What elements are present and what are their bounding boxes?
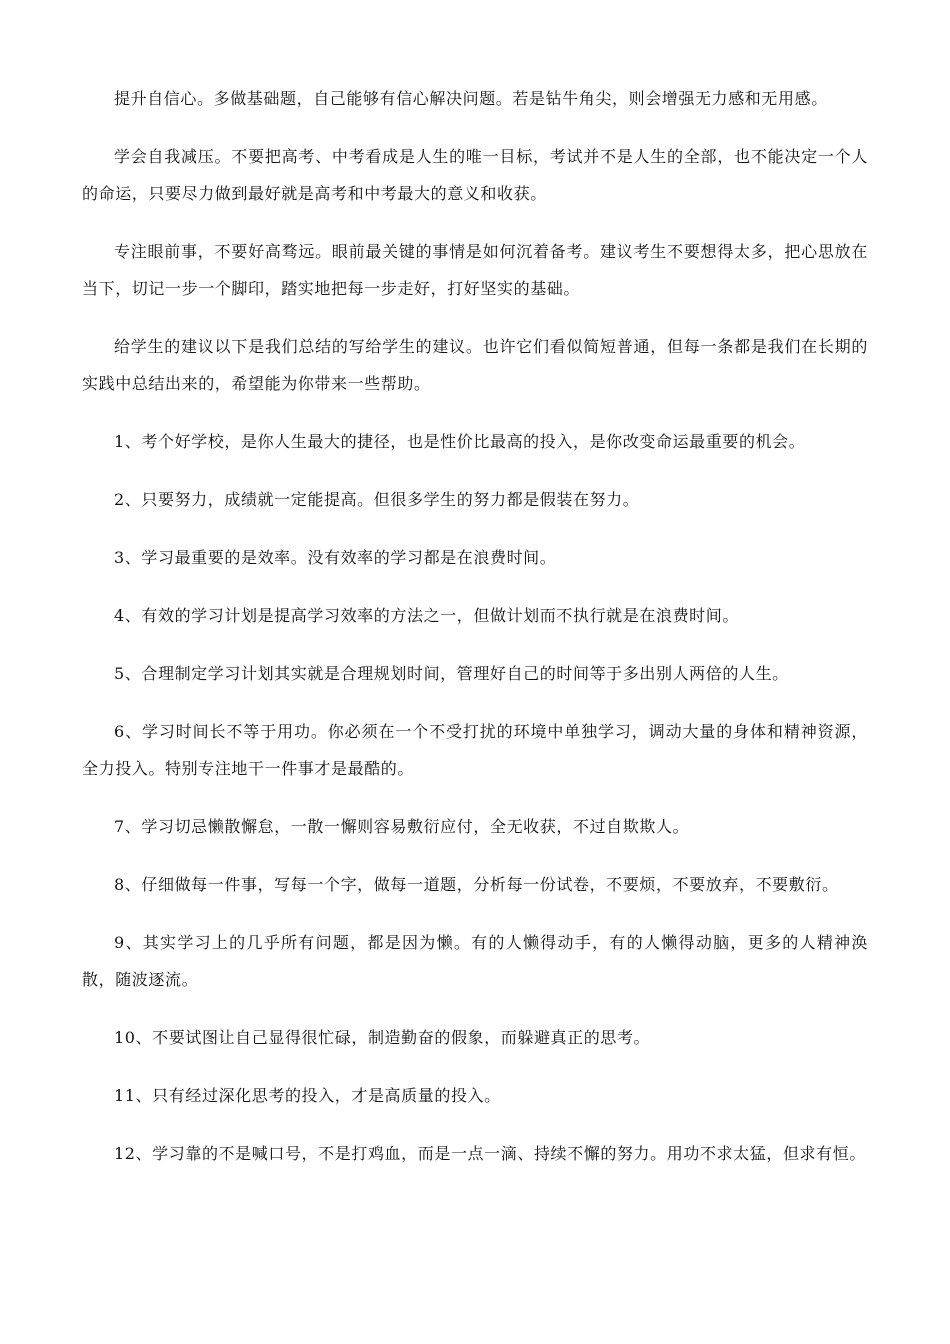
paragraph-advice-intro: 给学生的建议以下是我们总结的写给学生的建议。也许它们看似简短普通，但每一条都是我们在长期的实践中总结出来的，希望能为你带来一些帮助。: [82, 337, 868, 393]
list-item-advice-1: 1、考个好学校，是你人生最大的捷径，也是性价比最高的投入，是你改变命运最重要的机会。: [114, 432, 806, 451]
list-item-advice-9: 9、其实学习上的几乎所有问题，都是因为懒。有的人懒得动手，有的人懒得动脑，更多的人精神涣散，随波逐流。: [82, 933, 868, 989]
list-item-advice-5: 5、合理制定学习计划其实就是合理规划时间，管理好自己的时间等于多出别人两倍的人生。: [114, 664, 789, 683]
list-item-advice-2: 2、只要努力，成绩就一定能提高。但很多学生的努力都是假装在努力。: [114, 490, 640, 509]
document-body: [82, 80, 868, 1193]
paragraph-self-confidence: 提升自信心。多做基础题，自己能够有信心解决问题。若是钻牛角尖，则会增强无力感和无用感。: [114, 89, 828, 108]
list-item-advice-10: 10、不要试图让自己显得很忙碌，制造勤奋的假象，而躲避真正的思考。: [114, 1028, 651, 1047]
list-item-advice-7: 7、学习切忌懒散懈怠，一散一懈则容易敷衍应付，全无收获，不过自欺欺人。: [114, 817, 690, 836]
list-item-advice-11: 11、只有经过深化思考的投入，才是高质量的投入。: [114, 1086, 501, 1105]
paragraph-focus-present: 专注眼前事，不要好高骛远。眼前最关键的事情是如何沉着备考。建议考生不要想得太多，把心思放在当下，切记一步一个脚印，踏实地把每一步走好，打好坚实的基础。: [82, 242, 868, 298]
list-item-advice-8: 8、仔细做每一件事，写每一个字，做每一道题，分析每一份试卷，不要烦，不要放弃，不要敷衍。: [114, 875, 839, 894]
list-item-advice-3: 3、学习最重要的是效率。没有效率的学习都是在浪费时间。: [114, 548, 557, 567]
paragraph-self-decompression: 学会自我减压。不要把高考、中考看成是人生的唯一目标，考试并不是人生的全部，也不能决定一个人的命运，只要尽力做到最好就是高考和中考最大的意义和收获。: [82, 147, 868, 203]
list-item-advice-6: 6、学习时间长不等于用功。你必须在一个不受打扰的环境中单独学习，调动大量的身体和精神资源，全力投入。特别专注地干一件事才是最酷的。: [82, 722, 868, 778]
list-item-advice-12: 12、学习靠的不是喊口号，不是打鸡血，而是一点一滴、持续不懈的努力。用功不求太猛，但求有恒。: [114, 1144, 866, 1163]
list-item-advice-4: 4、有效的学习计划是提高学习效率的方法之一，但做计划而不执行就是在浪费时间。: [114, 606, 739, 625]
